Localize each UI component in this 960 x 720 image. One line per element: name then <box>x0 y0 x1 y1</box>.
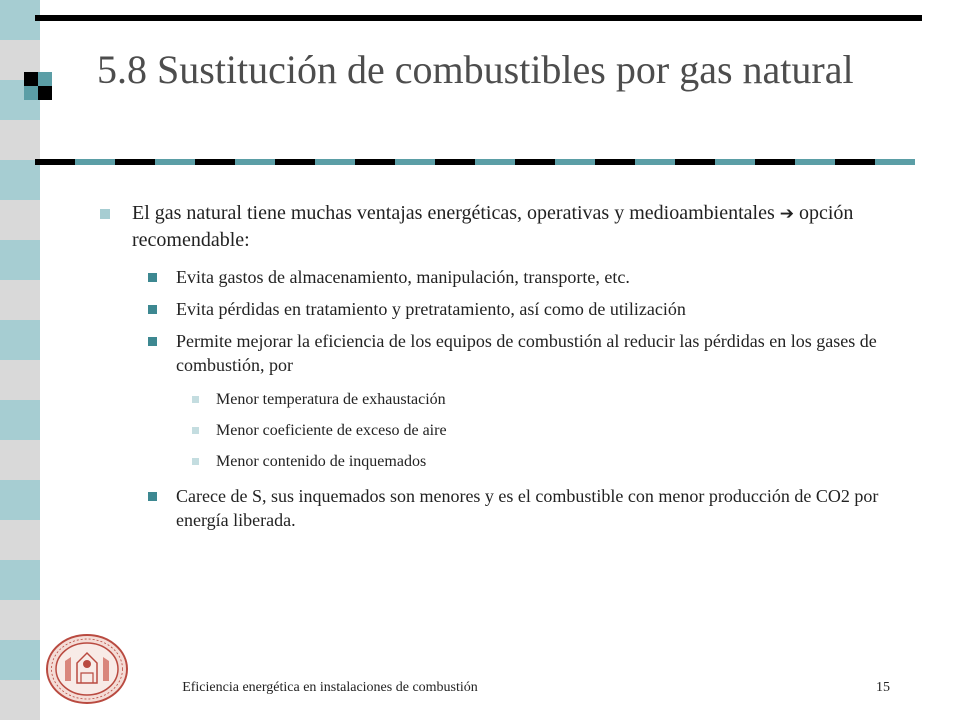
sidebar-block <box>0 640 40 680</box>
square-bullet-icon <box>148 305 157 314</box>
sidebar-block <box>0 0 40 40</box>
sub-sub-bullet <box>96 389 896 410</box>
sidebar-block <box>0 240 40 280</box>
sub-bullet-text: Evita gastos de almacenamiento, manipulación, transporte, etc. <box>176 267 630 287</box>
right-arrow-icon: ➔ <box>779 204 794 224</box>
bullet-main-text: El gas natural tiene muchas ventajas energéticas, operativas y medioambientales <box>132 202 775 224</box>
sidebar-block <box>0 320 40 360</box>
square-bullet-icon <box>148 492 157 501</box>
sidebar-block <box>0 200 40 240</box>
sidebar-block <box>0 600 40 640</box>
sub-bullet-text: Evita pérdidas en tratamiento y pretratamiento, así como de utilización <box>176 299 686 319</box>
sidebar-block <box>0 480 40 520</box>
bullet-main-conclusion: opción recomendable: <box>132 202 854 251</box>
footer-course-title: Eficiencia energética en instalaciones de combustión <box>182 680 478 695</box>
sub-sub-bullet-text: Menor contenido de inquemados <box>216 453 427 470</box>
sub-bullet-text: Permite mejorar la eficiencia de los equipos de combustión al reducir las pérdidas en los gases de combustión, por <box>176 331 877 375</box>
square-bullet-icon <box>192 458 199 465</box>
sub-bullet <box>96 484 896 532</box>
sidebar-block <box>0 120 40 160</box>
sidebar-block <box>0 520 40 560</box>
sub-sub-bullet <box>96 420 896 441</box>
sidebar-block <box>0 280 40 320</box>
square-bullet-icon <box>192 396 199 403</box>
square-bullet-icon <box>192 427 199 434</box>
square-bullet-icon <box>148 337 157 346</box>
sidebar-block <box>0 360 40 400</box>
sub-sub-bullet-text: Menor temperatura de exhaustación <box>216 391 446 408</box>
sidebar-block <box>0 160 40 200</box>
sub-sub-bullet <box>96 451 896 472</box>
sub-bullet <box>96 297 896 321</box>
title-divider <box>35 159 915 165</box>
sidebar-decoration <box>0 0 40 720</box>
sub-bullet <box>96 265 896 289</box>
square-bullet-icon <box>100 209 110 219</box>
sub-bullet-text: Carece de S, sus inquemados son menores y es el combustible con menor producción de CO2 por energía liberada. <box>176 486 879 530</box>
slide-title: 5.8 Sustitución de combustibles por gas natural <box>97 47 854 92</box>
sub-bullet <box>96 329 896 377</box>
slide-content <box>96 200 896 540</box>
sidebar-block <box>0 400 40 440</box>
sub-sub-bullet-text: Menor coeficiente de exceso de aire <box>216 422 447 439</box>
bullet-main <box>96 200 896 253</box>
sidebar-block <box>0 560 40 600</box>
square-bullet-icon <box>148 273 157 282</box>
page-number: 15 <box>876 680 890 695</box>
sidebar-block <box>0 440 40 480</box>
top-rule <box>35 15 922 21</box>
